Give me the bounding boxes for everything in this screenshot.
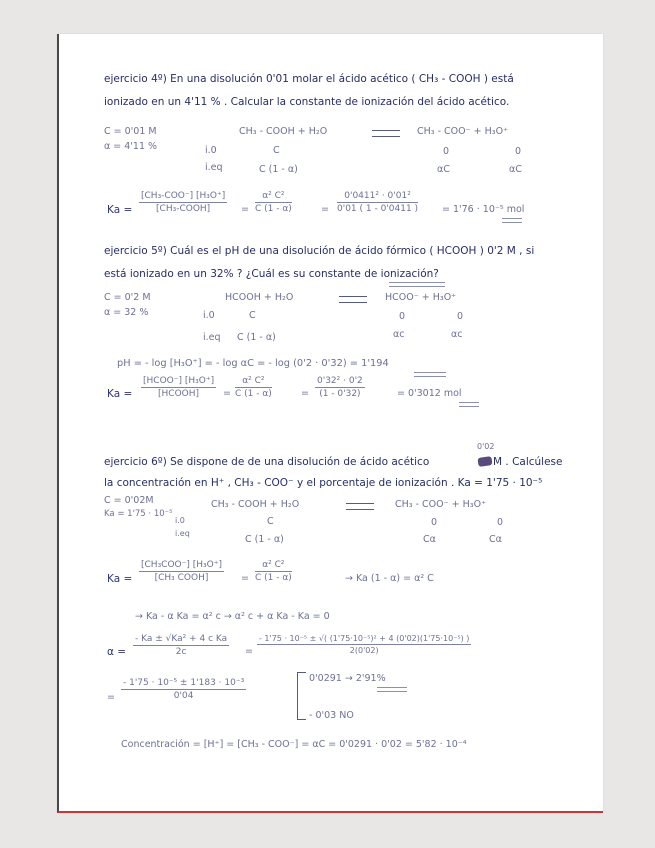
ex6-alpha-label: α = bbox=[107, 646, 127, 658]
ex6-data-ka: Ka = 1'75 · 10⁻⁵ bbox=[104, 509, 173, 519]
ex4-ka-denominator-1: [CH₃-COOH] bbox=[156, 204, 211, 214]
ex5-title-line2: está ionizado en un 32% ? ¿Cuál es su constante de ionización? bbox=[104, 268, 439, 280]
ex6-alpha-equals: = bbox=[245, 646, 253, 657]
ex4-ka-numerator-3: 0'0411² · 0'01² bbox=[337, 192, 418, 203]
ex6-numeric-fraction bbox=[121, 679, 246, 701]
ex6-numeric-equals: = bbox=[107, 692, 115, 703]
ex5-ka-fraction-3 bbox=[315, 377, 365, 399]
ex4-ka-equals-2: = bbox=[321, 204, 329, 215]
ex6-product-calpha-1: Cα bbox=[423, 534, 436, 545]
ex5-product-alphac-1: αc bbox=[393, 329, 405, 340]
ex4-ka-fraction-3 bbox=[337, 192, 418, 214]
ex5-equilibrium-arrow bbox=[339, 296, 367, 303]
ex6-row-eq-value: C (1 - α) bbox=[245, 534, 284, 545]
ex6-title-line1-end: M . Calcúlese bbox=[493, 456, 563, 468]
ex5-ph-calculation: pH = - log [H₃O⁺] = - log αC = - log (0'2 · 0'32) = 1'194 bbox=[117, 358, 389, 369]
ex5-ph-underline bbox=[414, 372, 446, 377]
ex5-title-line1: ejercicio 5º) Cuál es el pH de una disolución de ácido fórmico ( HCOOH ) 0'2 M , si bbox=[104, 245, 535, 257]
ex4-row-eq-value: C (1 - α) bbox=[259, 164, 298, 175]
ex6-numeric-numerator: - 1'75 · 10⁻⁵ ± 1'183 · 10⁻³ bbox=[123, 678, 245, 688]
notebook-page bbox=[57, 34, 603, 813]
ex4-result-underline bbox=[502, 218, 522, 223]
ex5-data-concentration: C = 0'2 M bbox=[104, 292, 151, 303]
ex5-row-initial-value: C bbox=[249, 310, 256, 321]
ex6-data-concentration: C = 0'02M bbox=[104, 495, 154, 506]
ex4-reaction-reactants: CH₃ - COOH + H₂O bbox=[239, 126, 328, 137]
ex6-title-line1: ejercicio 6º) Se dispone de de una disolución de ácido acético bbox=[104, 456, 430, 468]
ex6-ka-label: Ka = bbox=[107, 573, 133, 585]
ex5-product-zero-1: 0 bbox=[399, 311, 406, 322]
ex4-data-alpha: α = 4'11 % bbox=[104, 141, 158, 152]
ex6-reaction-reactants: CH₃ - COOH + H₂O bbox=[211, 499, 300, 510]
ex6-ka-step-1: → Ka (1 - α) = α² C bbox=[345, 573, 434, 584]
ex6-rearranged-equation: → Ka - α Ka = α² c → α² c + α Ka - Ka = 0 bbox=[135, 611, 330, 622]
ex6-product-zero-2: 0 bbox=[497, 517, 504, 528]
ex4-row-eq-label: i.eq bbox=[205, 162, 223, 173]
ex6-ka-numerator-1: [CH₃COO⁻] [H₃O⁺] bbox=[141, 560, 222, 570]
ex6-ka-denominator-2: C (1 - α) bbox=[255, 573, 292, 583]
ex6-final-concentration: Concentración = [H⁺] = [CH₃ - COO⁻] = αC = 0'0291 · 0'02 = 5'82 · 10⁻⁴ bbox=[121, 739, 467, 750]
ex6-alpha-fraction-2 bbox=[257, 635, 471, 655]
ex4-ka-equals-1: = bbox=[241, 204, 249, 215]
ex4-ka-label: Ka = bbox=[107, 204, 133, 216]
ex6-ka-denominator-1: [CH₃ COOH] bbox=[154, 573, 209, 583]
ex4-ka-fraction-1 bbox=[139, 192, 227, 214]
ex6-equilibrium-arrow bbox=[346, 503, 374, 510]
ex5-ka-numerator-3: 0'32² · 0'2 bbox=[317, 376, 363, 386]
ex4-ka-numerator-2: α² C² bbox=[255, 192, 292, 203]
ex6-product-calpha-2: Cα bbox=[489, 534, 502, 545]
ex5-result-underline bbox=[459, 402, 479, 407]
ex4-product-alphac-2: αC bbox=[509, 164, 522, 175]
ex5-ka-result: = 0'3012 mol bbox=[397, 388, 462, 399]
ex5-ka-numerator-2: α² C² bbox=[235, 377, 272, 388]
ex6-alpha-denominator-2: 2(0'02) bbox=[349, 646, 379, 655]
ex5-product-zero-2: 0 bbox=[457, 311, 464, 322]
ex5-ka-equals-2: = bbox=[301, 388, 309, 399]
ex6-row-initial-value: C bbox=[267, 516, 274, 527]
ex4-title-line1: ejercicio 4º) En una disolución 0'01 molar el ácido acético ( CH₃ - COOH ) está bbox=[104, 73, 514, 85]
ex6-alpha-denominator-1: 2c bbox=[175, 647, 187, 657]
ex4-data-concentration: C = 0'01 M bbox=[104, 126, 157, 137]
ex6-ka-fraction-2 bbox=[255, 561, 292, 583]
ex5-product-alphac-2: αc bbox=[451, 329, 463, 340]
ex4-ka-fraction-2 bbox=[255, 192, 292, 214]
ex5-ka-numerator-1: [HCOO⁻] [H₃O⁺] bbox=[143, 376, 215, 386]
ex4-reaction-products: CH₃ - COO⁻ + H₃O⁺ bbox=[417, 126, 509, 137]
ex6-solution-underline bbox=[377, 687, 407, 692]
ex5-row-eq-value: C (1 - α) bbox=[237, 332, 276, 343]
ex6-alpha-numerator-1: - Ka ± √Ka² + 4 c Ka bbox=[135, 634, 228, 644]
ex6-row-initial-label: i.0 bbox=[175, 516, 185, 525]
ex4-row-initial-label: i.0 bbox=[205, 145, 217, 156]
ex6-reaction-products: CH₃ - COO⁻ + H₃O⁺ bbox=[395, 499, 487, 510]
ex6-solution-valid: 0'0291 → 2'91% bbox=[309, 673, 386, 684]
ex5-ka-fraction-2 bbox=[235, 377, 272, 399]
ex5-ka-fraction-1 bbox=[141, 377, 216, 399]
ex5-ka-denominator-1: [HCOOH] bbox=[158, 389, 200, 399]
ex5-title-underline bbox=[389, 282, 445, 287]
ex5-ka-denominator-2: C (1 - α) bbox=[235, 389, 272, 399]
ex4-row-initial-value: C bbox=[273, 145, 280, 156]
ex5-reaction-products: HCOO⁻ + H₃O⁺ bbox=[385, 292, 457, 303]
ex5-reaction-reactants: HCOOH + H₂O bbox=[225, 292, 294, 303]
ex4-equilibrium-arrow bbox=[372, 130, 400, 137]
ex4-product-zero-1: 0 bbox=[443, 146, 450, 157]
ex5-row-initial-label: i.0 bbox=[203, 310, 215, 321]
ex5-ka-equals-1: = bbox=[223, 388, 231, 399]
ex6-row-eq-label: i.eq bbox=[175, 529, 190, 538]
ex6-alpha-fraction-1 bbox=[133, 635, 229, 657]
ex6-product-zero-1: 0 bbox=[431, 517, 438, 528]
ex6-ka-numerator-2: α² C² bbox=[255, 561, 292, 572]
ex6-solution-rejected: - 0'03 NO bbox=[309, 710, 354, 721]
ex4-ka-result: = 1'76 · 10⁻⁵ mol bbox=[442, 204, 525, 215]
ex4-title-line2: ionizado en un 4'11 % . Calcular la constante de ionización del ácido acético. bbox=[104, 96, 510, 108]
ex6-solutions-brace bbox=[297, 672, 306, 720]
ex4-product-alphac-1: αC bbox=[437, 164, 450, 175]
ex4-ka-denominator-2: C (1 - α) bbox=[255, 204, 292, 214]
ex5-row-eq-label: i.eq bbox=[203, 332, 221, 343]
ex6-ka-fraction-1 bbox=[139, 561, 224, 583]
ex6-alpha-numerator-2: - 1'75 · 10⁻⁵ ± √( (1'75·10⁻⁵)² + 4 (0'02)(1'75·10⁻⁵) ) bbox=[259, 634, 470, 643]
ex5-ka-denominator-3: (1 - 0'32) bbox=[319, 389, 361, 399]
ex6-crossed-out-mark bbox=[477, 456, 492, 467]
ex5-ka-label: Ka = bbox=[107, 388, 133, 400]
ex4-ka-denominator-3: 0'01 ( 1 - 0'0411 ) bbox=[337, 204, 419, 214]
ex6-title-line2: la concentración en H⁺ , CH₃ - COO⁻ y el porcentaje de ionización . Ka = 1'75 · 10⁻⁵ bbox=[104, 477, 543, 489]
ex4-ka-numerator-1: [CH₃-COO⁻] [H₃O⁺] bbox=[141, 191, 226, 201]
ex6-ka-equals-1: = bbox=[241, 573, 249, 584]
ex5-data-alpha: α = 32 % bbox=[104, 307, 149, 318]
ex6-correction-note: 0'02 bbox=[477, 442, 495, 451]
ex6-numeric-denominator: 0'04 bbox=[173, 691, 194, 701]
ex4-product-zero-2: 0 bbox=[515, 146, 522, 157]
